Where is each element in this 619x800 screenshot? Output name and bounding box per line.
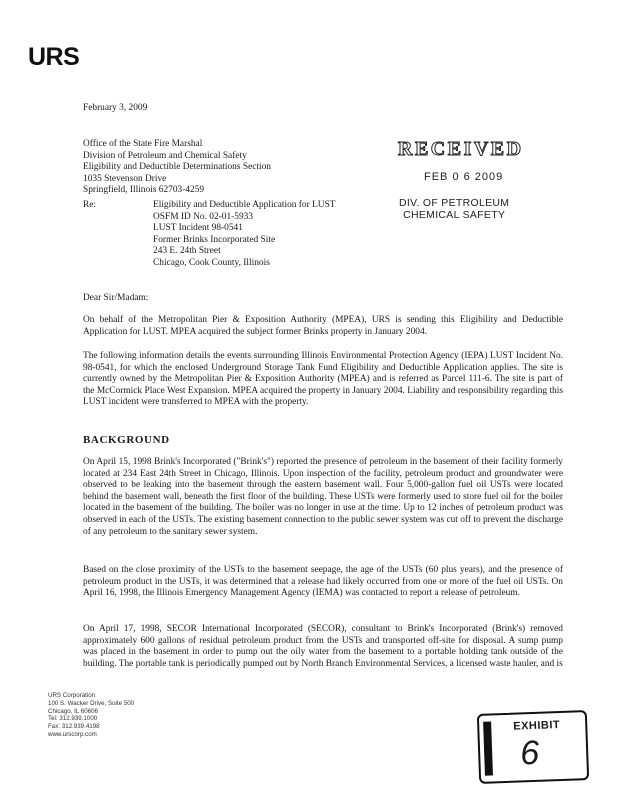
urs-logo: URS [28, 43, 80, 71]
re-label: Re: [83, 200, 97, 210]
background-paragraph: On April 15, 1998 Brink's Incorporated ("Brink's") reported the presence of petroleum in the basement of their facility formerly located at 234 East 24th Street in Chicago, Illinois. Upon inspection of the facility, petroleum product and groundwater were observed to be leaking into the basement through the eastern basement wall. Four 5,000-gallon fuel oil USTs were located behind the basement wall, beneath the first floor of the building. These USTs were formerly used to store fuel oil for the boiler located in the basement of the building. The boiler was no longer in use at the time. Up to 12 inches of petroleum product was observed in each of the USTs. The existing basement connection to the public sewer system was cut off to prevent the discharge of any petroleum to the sanitary sewer system. [83, 457, 563, 537]
footer-line: Chicago, IL 60606 [48, 707, 98, 715]
recipient-line: Division of Petroleum and Chemical Safety [83, 150, 247, 161]
exhibit-sticker-bar [483, 721, 493, 775]
re-line: Former Brinks Incorporated Site [153, 234, 276, 245]
footer-line: URS Corporation [48, 692, 96, 699]
re-line: 243 E. 24th Street [153, 246, 221, 257]
received-stamp-date: FEB 0 6 2009 [424, 171, 504, 183]
incident-paragraph: The following information details the events surrounding Illinois Environmental Protection Agency (IEPA) LUST Incident No. 98-0541, for which the enclosed Underground Storage Tank Fund Eligibility and Deductible Application applies. The site is currently owned by the Metropolitan Pier & Exposition Authority (MPEA) and is referred as Parcel 111-6. The site is part of the McCormick Place West Expansion. MPEA acquired the property in January 2004. Liability and responsibility regarding this LUST incident were transferred to MPEA with the property. [83, 351, 563, 408]
section-heading: BACKGROUND [83, 434, 170, 446]
exhibit-number: 6 [519, 733, 540, 773]
re-block [153, 200, 336, 270]
footer-line: Tel: 312.939.1000 [48, 715, 98, 723]
footer-line: www.urscorp.com [48, 730, 97, 738]
recipient-line: 1035 Stevenson Drive [83, 173, 167, 184]
recipient-address [83, 139, 271, 197]
re-line: Eligibility and Deductible Application for LUST [153, 200, 336, 210]
received-stamp [396, 138, 524, 192]
recipient-line: Eligibility and Deductible Determinations Section [83, 162, 271, 173]
background-paragraph: On April 17, 1998, SECOR International Incorporated (SECOR), consultant to Brink's Incorporated (Brink's) removed approximately 600 gallons of residual petroleum product from the USTs and transported off-site for disposal. A sump pump was placed in the basement in order to pump out the oily water from the basement to a portable holding tank outside of the building. The portable tank is periodically pumped out by North Branch Environmental Services, a licensed waste hauler, and is [83, 624, 563, 669]
re-line: Chicago, Cook County, Illinois [153, 257, 270, 268]
received-stamp-title: RECEIVED [398, 138, 524, 160]
recipient-line: Springfield, Illinois 62703-4259 [83, 185, 205, 196]
footer-line: 100 S. Wacker Drive, Suite 500 [48, 699, 135, 707]
intro-paragraph: On behalf of the Metropolitan Pier & Exposition Authority (MPEA), URS is sending this Eligibility and Deductible Application for LUST. MPEA acquired the subject former Brinks property in January 2004. [83, 315, 563, 337]
exhibit-label: EXHIBIT [513, 719, 561, 733]
re-line: OSFM ID No. 02-01-5933 [153, 211, 254, 222]
letter-date: February 3, 2009 [83, 103, 148, 113]
exhibit-sticker [477, 710, 589, 784]
recipient-line: Office of the State Fire Marshal [83, 139, 203, 149]
salutation: Dear Sir/Madam: [83, 293, 149, 303]
division-stamp-line: CHEMICAL SAFETY [403, 208, 506, 221]
re-line: LUST Incident 98-0541 [153, 223, 243, 234]
division-stamp [399, 198, 509, 221]
footer-line: Fax: 312.939.4198 [48, 723, 100, 731]
footer-address [48, 692, 134, 739]
background-paragraph: Based on the close proximity of the USTs to the basement seepage, the age of the USTs (60 plus years), and the presence of petroleum product in the USTs, it was determined that a release had likely occurred from one or more of the fuel oil USTs. On April 16, 1998, the Illinois Emergency Management Agency (IEMA) was contacted to report a release of petroleum. [83, 565, 563, 599]
division-stamp-line: DIV. OF PETROLEUM [399, 197, 510, 209]
